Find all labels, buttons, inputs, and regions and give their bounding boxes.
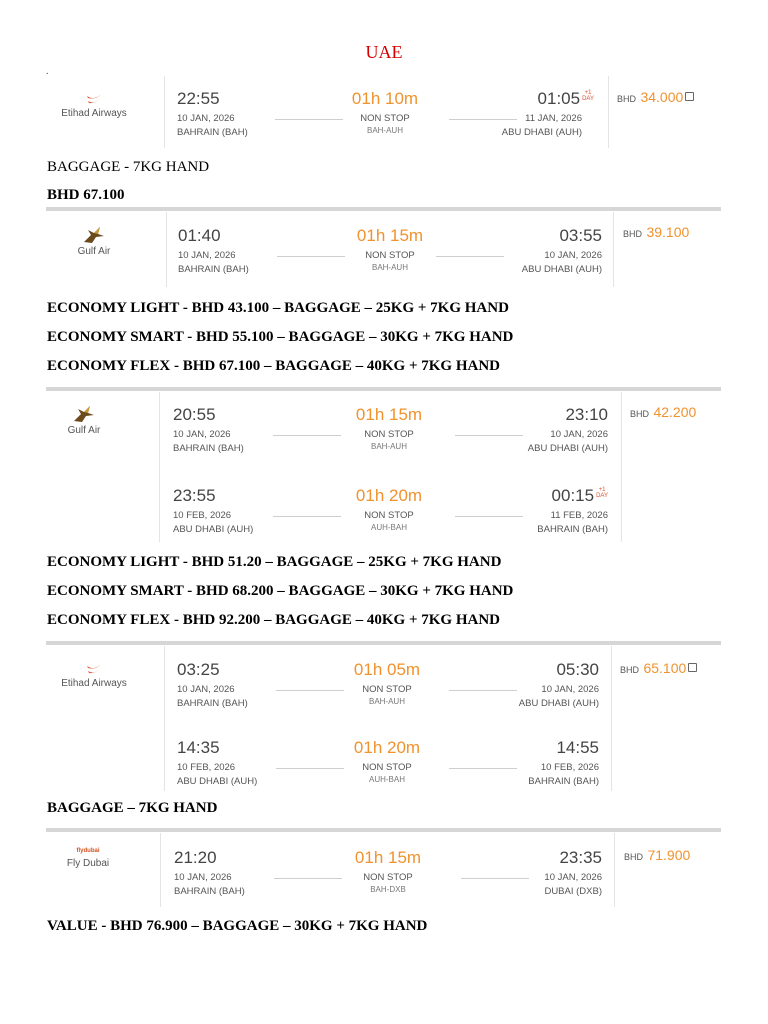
select-checkbox[interactable] (685, 92, 694, 101)
arrival-time: 23:35 (559, 848, 602, 867)
stops-label: NON STOP (363, 872, 413, 883)
fare-option-smart: ECONOMY SMART - BHD 68.200 – BAGGAGE – 30KG + 7KG HAND (47, 583, 514, 599)
route-code: BAH-AUH (370, 442, 407, 451)
arrival-time: 14:55 (556, 738, 599, 757)
flight-card-etihad-1[interactable] (46, 76, 721, 148)
departure-date: 10 JAN, 2026 (174, 872, 232, 883)
route-line-right (449, 119, 517, 120)
departure-date: 10 FEB, 2026 (177, 762, 236, 773)
section-divider (46, 207, 721, 211)
divider (160, 833, 161, 907)
flight-segment-return (177, 738, 599, 800)
arrival-airport: ABU DHABI (AUH) (518, 698, 599, 709)
flight-segment (178, 226, 602, 288)
price-amount: 34.000 (640, 89, 684, 105)
plus-one-day-badge: +1 DAY (582, 90, 594, 102)
flight-duration: 01h 15m (355, 405, 423, 424)
divider (611, 646, 612, 791)
arrival-time: 01:05 +1 DAY (537, 89, 594, 108)
price-amount: 65.100 (643, 660, 687, 676)
arrival-date: 11 FEB, 2026 (550, 510, 608, 521)
departure-time: 01:40 (178, 226, 221, 245)
divider (608, 76, 609, 148)
route-code: BAH-AUH (371, 263, 408, 272)
route-code: AUH-BAH (370, 523, 407, 532)
stops-label: NON STOP (362, 684, 412, 695)
fare-option-flex: ECONOMY FLEX - BHD 92.200 – BAGGAGE – 40KG + 7KG HAND (47, 612, 501, 628)
arrival-date: 10 JAN, 2026 (544, 250, 602, 261)
price-amount: 71.900 (647, 847, 691, 863)
arrival-date: 10 JAN, 2026 (541, 684, 599, 695)
price-amount: 42.200 (653, 404, 697, 420)
divider (621, 392, 622, 542)
currency: BHD (617, 94, 637, 104)
airline-name: Gulf Air (67, 425, 101, 436)
route-line-right (449, 768, 517, 769)
flight-card-gulf-air-1[interactable] (46, 212, 721, 287)
arrival-time: 05:30 (556, 660, 599, 679)
fare-option-light: ECONOMY LIGHT - BHD 51.20 – BAGGAGE – 25KG + 7KG HAND (47, 554, 502, 570)
departure-airport: ABU DHABI (AUH) (177, 776, 258, 787)
flight-segment-outbound (177, 660, 599, 722)
fare-option-flex: ECONOMY FLEX - BHD 67.100 – BAGGAGE – 40KG + 7KG HAND (47, 358, 501, 374)
flight-duration: 01h 10m (351, 89, 419, 108)
airline-info (46, 92, 142, 119)
fare-option-smart: ECONOMY SMART - BHD 55.100 – BAGGAGE – 30KG + 7KG HAND (47, 329, 514, 345)
fare-price (617, 89, 694, 107)
etihad-logo-icon (84, 662, 104, 676)
fare-price (630, 404, 696, 422)
departure-airport: BAHRAIN (BAH) (173, 443, 244, 454)
section-divider (46, 641, 721, 645)
route-code: BAH-DXB (370, 885, 406, 894)
section-divider (46, 387, 721, 391)
flight-segment-outbound (173, 405, 608, 467)
departure-time: 14:35 (177, 738, 220, 757)
arrival-date: 10 FEB, 2026 (540, 762, 599, 773)
arrival-airport: DUBAI (DXB) (544, 886, 602, 897)
fare-price (624, 847, 690, 865)
currency: BHD (623, 229, 643, 239)
currency: BHD (620, 665, 640, 675)
flight-duration: 01h 15m (356, 226, 424, 245)
route-line-right (449, 690, 517, 691)
fare-price (623, 224, 689, 242)
airline-name: Etihad Airways (61, 678, 127, 689)
airline-name: Gulf Air (77, 246, 111, 257)
currency: BHD (630, 409, 650, 419)
departure-date: 10 JAN, 2026 (178, 250, 236, 261)
page-title: UAE (365, 42, 403, 62)
departure-time: 21:20 (174, 848, 217, 867)
price-amount: 39.100 (646, 224, 690, 240)
departure-date: 10 FEB, 2026 (173, 510, 232, 521)
section-divider (46, 828, 721, 832)
stops-label: NON STOP (364, 510, 414, 521)
arrival-airport: BAHRAIN (BAH) (537, 524, 608, 535)
flight-card-gulf-air-2[interactable] (46, 392, 721, 542)
currency: BHD (624, 852, 644, 862)
departure-time: 20:55 (173, 405, 216, 424)
departure-date: 10 JAN, 2026 (173, 429, 231, 440)
flight-duration: 01h 05m (353, 660, 421, 679)
arrival-time: 23:10 (565, 405, 608, 424)
flight-segment (177, 89, 594, 151)
arrival-airport: ABU DHABI (AUH) (501, 127, 582, 138)
departure-airport: ABU DHABI (AUH) (173, 524, 254, 535)
arrival-time: 03:55 (559, 226, 602, 245)
departure-airport: BAHRAIN (BAH) (177, 698, 248, 709)
arrival-airport: ABU DHABI (AUH) (521, 264, 602, 275)
departure-time: 22:55 (177, 89, 220, 108)
departure-airport: BAHRAIN (BAH) (174, 886, 245, 897)
departure-time: 23:55 (173, 486, 216, 505)
flight-card-flydubai[interactable] (46, 833, 721, 907)
fare-note: BHD 67.100 (47, 187, 125, 203)
gulf-air-falcon-icon (72, 405, 96, 423)
departure-time: 03:25 (177, 660, 220, 679)
route-line-right (436, 256, 504, 257)
baggage-note: BAGGAGE - 7KG HAND (47, 159, 210, 175)
stops-label: NON STOP (362, 762, 412, 773)
flight-duration: 01h 20m (355, 486, 423, 505)
fare-note: VALUE - BHD 76.900 – BAGGAGE – 30KG + 7KG HAND (47, 918, 428, 934)
flydubai-logo-icon: flydubai (76, 848, 100, 854)
flight-card-etihad-2[interactable] (46, 646, 721, 791)
flight-duration: 01h 15m (354, 848, 422, 867)
airline-info (40, 847, 136, 869)
flight-duration: 01h 20m (353, 738, 421, 757)
airline-info (36, 405, 132, 436)
divider (164, 646, 165, 791)
select-checkbox[interactable] (688, 663, 697, 672)
airline-name: Fly Dubai (66, 858, 110, 869)
departure-airport: BAHRAIN (BAH) (177, 127, 248, 138)
departure-airport: BAHRAIN (BAH) (178, 264, 249, 275)
divider (614, 833, 615, 907)
plus-one-day-badge: +1 DAY (596, 487, 608, 499)
route-line-right (461, 878, 529, 879)
arrival-airport: BAHRAIN (BAH) (528, 776, 599, 787)
route-code: AUH-BAH (368, 775, 405, 784)
fare-price (620, 660, 697, 678)
arrival-date: 10 JAN, 2026 (550, 429, 608, 440)
divider (159, 392, 160, 542)
route-line-right (455, 516, 523, 517)
baggage-note: BAGGAGE – 7KG HAND (47, 800, 218, 816)
stops-label: NON STOP (364, 429, 414, 440)
arrival-airport: ABU DHABI (AUH) (527, 443, 608, 454)
airline-info (46, 226, 142, 257)
divider (166, 212, 167, 287)
route-line-right (455, 435, 523, 436)
departure-date: 10 JAN, 2026 (177, 684, 235, 695)
airline-name: Etihad Airways (61, 108, 127, 119)
etihad-logo-icon (84, 92, 104, 106)
fare-option-light: ECONOMY LIGHT - BHD 43.100 – BAGGAGE – 25KG + 7KG HAND (47, 300, 509, 316)
arrival-date: 10 JAN, 2026 (544, 872, 602, 883)
stops-label: NON STOP (365, 250, 415, 261)
departure-date: 10 JAN, 2026 (177, 113, 235, 124)
divider (164, 76, 165, 148)
stray-dot: . (46, 66, 49, 77)
airline-info (46, 662, 142, 689)
flight-segment (174, 848, 602, 910)
gulf-air-falcon-icon (82, 226, 106, 244)
flight-segment-return (173, 486, 608, 548)
route-code: BAH-AUH (368, 697, 405, 706)
divider (613, 212, 614, 287)
arrival-time: 00:15 +1 DAY (551, 486, 608, 505)
stops-label: NON STOP (360, 113, 410, 124)
route-code: BAH-AUH (366, 126, 403, 135)
arrival-date: 11 JAN, 2026 (525, 113, 582, 124)
